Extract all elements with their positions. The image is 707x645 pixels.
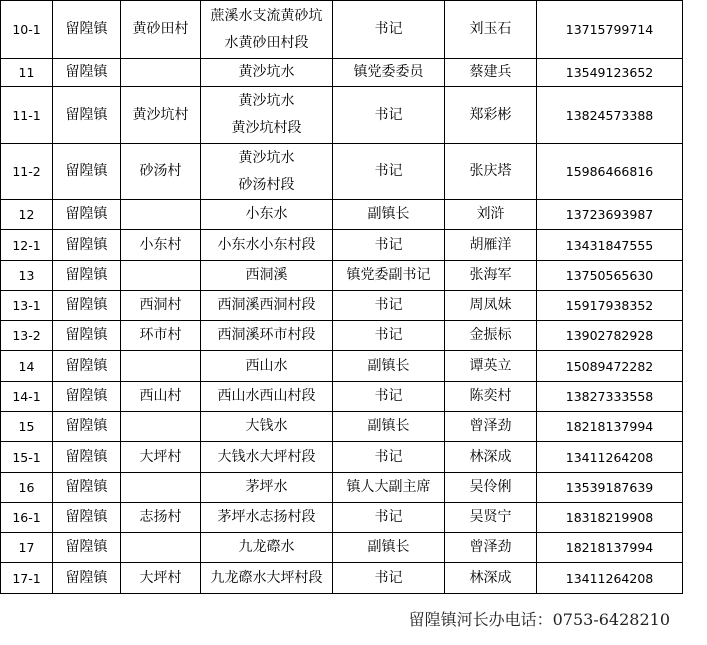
river-line: 西山水: [245, 357, 288, 374]
river-line: 黄沙坑村段: [231, 120, 302, 136]
cell-town: 留隍镇: [53, 442, 121, 473]
table-row: [1, 382, 683, 412]
table-row: [1, 87, 683, 144]
cell-position: 书记: [333, 563, 445, 594]
cell-position: 书记: [333, 144, 445, 200]
table-row: [1, 261, 683, 291]
table-row: [1, 144, 683, 200]
cell-river: [201, 533, 333, 563]
table-row: [1, 351, 683, 382]
table-row: [1, 473, 683, 503]
river-line: 九龙磜水: [238, 539, 295, 555]
cell-phone: 18218137994: [537, 533, 683, 563]
cell-town: 留隍镇: [53, 230, 121, 261]
table-row: [1, 442, 683, 473]
river-line: 茅坪水: [245, 479, 288, 495]
cell-river: [201, 87, 333, 144]
cell-position: 镇人大副主席: [333, 473, 445, 503]
cell-town: 留隍镇: [53, 59, 121, 87]
river-line: 西山水西山村段: [217, 388, 316, 404]
cell-village: [121, 351, 201, 382]
cell-river: [201, 563, 333, 594]
cell-id: 11-1: [1, 87, 53, 144]
river-line: 西洞溪: [245, 267, 288, 283]
cell-phone: 15917938352: [537, 291, 683, 321]
cell-phone: 13827333558: [537, 382, 683, 412]
cell-town: 留隍镇: [53, 382, 121, 412]
cell-village: [121, 200, 201, 230]
cell-id: 14: [1, 351, 53, 382]
cell-town: 留隍镇: [53, 473, 121, 503]
cell-phone: 15986466816: [537, 144, 683, 200]
cell-town: 留隍镇: [53, 291, 121, 321]
cell-position: 副镇长: [333, 200, 445, 230]
cell-position: 书记: [333, 321, 445, 351]
cell-river: [201, 291, 333, 321]
cell-phone: 13723693987: [537, 200, 683, 230]
cell-phone: 13902782928: [537, 321, 683, 351]
cell-id: 13-1: [1, 291, 53, 321]
river-line: 黄沙坑水: [238, 64, 295, 80]
cell-village: 大坪村: [121, 442, 201, 473]
cell-river: [201, 351, 333, 382]
cell-position: 书记: [333, 230, 445, 261]
cell-town: 留隍镇: [53, 87, 121, 144]
cell-id: 11-2: [1, 144, 53, 200]
cell-phone: 13431847555: [537, 230, 683, 261]
table-row: [1, 230, 683, 261]
cell-village: [121, 412, 201, 442]
river-line: 西洞溪西洞村段: [217, 297, 316, 313]
cell-position: 镇党委副书记: [333, 261, 445, 291]
cell-town: 留隍镇: [53, 503, 121, 533]
cell-river: [201, 412, 333, 442]
cell-position: 书记: [333, 382, 445, 412]
cell-position: 副镇长: [333, 533, 445, 563]
cell-phone: 13411264208: [537, 563, 683, 594]
cell-id: 12: [1, 200, 53, 230]
cell-phone: 13750565630: [537, 261, 683, 291]
river-line: 大钱水大坪村段: [217, 448, 316, 465]
cell-river: [201, 473, 333, 503]
cell-phone: 13824573388: [537, 87, 683, 144]
cell-position: 书记: [333, 87, 445, 144]
cell-name: 曾泽劲: [445, 533, 537, 563]
river-line: 水黄砂田村段: [224, 34, 309, 51]
cell-river: [201, 1, 333, 59]
cell-town: 留隍镇: [53, 200, 121, 230]
river-line: 黄沙坑水: [238, 149, 295, 166]
cell-river: [201, 503, 333, 533]
cell-phone: 13715799714: [537, 1, 683, 59]
cell-town: 留隍镇: [53, 563, 121, 594]
cell-village: 黄砂田村: [121, 1, 201, 59]
cell-phone: 18218137994: [537, 412, 683, 442]
cell-id: 12-1: [1, 230, 53, 261]
table-body: [1, 1, 683, 594]
table-row: [1, 563, 683, 594]
cell-river: [201, 382, 333, 412]
cell-village: [121, 473, 201, 503]
cell-name: 曾泽劲: [445, 412, 537, 442]
table-row: [1, 59, 683, 87]
table-row: [1, 1, 683, 59]
table-row: [1, 503, 683, 533]
cell-id: 15: [1, 412, 53, 442]
cell-id: 17-1: [1, 563, 53, 594]
cell-position: 副镇长: [333, 351, 445, 382]
cell-river: [201, 144, 333, 200]
cell-river: [201, 442, 333, 473]
cell-town: 留隍镇: [53, 412, 121, 442]
cell-position: 书记: [333, 1, 445, 59]
cell-name: 吴贤宁: [445, 503, 537, 533]
river-line: 大钱水: [245, 418, 288, 434]
cell-phone: 18318219908: [537, 503, 683, 533]
cell-id: 16: [1, 473, 53, 503]
cell-name: 蔡建兵: [445, 59, 537, 87]
river-line: 茅坪水志扬村段: [217, 509, 316, 525]
cell-village: 大坪村: [121, 563, 201, 594]
cell-river: [201, 200, 333, 230]
river-line: 西洞溪环市村段: [217, 327, 316, 343]
cell-village: 志扬村: [121, 503, 201, 533]
river-line: 砂汤村段: [238, 176, 295, 193]
cell-id: 17: [1, 533, 53, 563]
cell-phone: 15089472282: [537, 351, 683, 382]
cell-name: 陈奕村: [445, 382, 537, 412]
cell-id: 13-2: [1, 321, 53, 351]
cell-town: 留隍镇: [53, 1, 121, 59]
cell-village: [121, 59, 201, 87]
cell-village: 黄沙坑村: [121, 87, 201, 144]
cell-town: 留隍镇: [53, 351, 121, 382]
cell-position: 镇党委委员: [333, 59, 445, 87]
cell-name: 周凤妹: [445, 291, 537, 321]
cell-river: [201, 261, 333, 291]
river-line: 蔗溪水支流黄砂坑: [210, 7, 323, 24]
cell-town: 留隍镇: [53, 144, 121, 200]
river-line: 小东水: [245, 206, 288, 222]
cell-village: 西山村: [121, 382, 201, 412]
cell-village: 环市村: [121, 321, 201, 351]
cell-name: 吴伶俐: [445, 473, 537, 503]
cell-id: 10-1: [1, 1, 53, 59]
cell-phone: 13549123652: [537, 59, 683, 87]
cell-name: 林深成: [445, 442, 537, 473]
cell-position: 书记: [333, 442, 445, 473]
cell-name: 金振标: [445, 321, 537, 351]
cell-river: [201, 230, 333, 261]
cell-id: 13: [1, 261, 53, 291]
cell-phone: 13539187639: [537, 473, 683, 503]
cell-town: 留隍镇: [53, 533, 121, 563]
cell-name: 张庆塔: [445, 144, 537, 200]
cell-id: 15-1: [1, 442, 53, 473]
cell-village: [121, 261, 201, 291]
cell-name: 刘浒: [445, 200, 537, 230]
cell-name: 谭英立: [445, 351, 537, 382]
table-row: [1, 321, 683, 351]
table-row: [1, 200, 683, 230]
cell-id: 14-1: [1, 382, 53, 412]
cell-village: [121, 533, 201, 563]
cell-village: 西洞村: [121, 291, 201, 321]
river-line: 黄沙坑水: [238, 93, 295, 109]
footer-phone-note: 留隍镇河长办电话：0753-6428210: [408, 610, 670, 629]
cell-position: 副镇长: [333, 412, 445, 442]
cell-id: 16-1: [1, 503, 53, 533]
cell-river: [201, 59, 333, 87]
river-line: 九龙磜水大坪村段: [210, 569, 323, 586]
cell-river: [201, 321, 333, 351]
cell-phone: 13411264208: [537, 442, 683, 473]
cell-name: 胡雁洋: [445, 230, 537, 261]
cell-name: 刘玉石: [445, 1, 537, 59]
cell-position: 书记: [333, 291, 445, 321]
cell-id: 11: [1, 59, 53, 87]
cell-name: 郑彩彬: [445, 87, 537, 144]
cell-town: 留隍镇: [53, 261, 121, 291]
cell-village: 小东村: [121, 230, 201, 261]
table-row: [1, 533, 683, 563]
cell-town: 留隍镇: [53, 321, 121, 351]
cell-village: 砂汤村: [121, 144, 201, 200]
table-row: [1, 412, 683, 442]
cell-position: 书记: [333, 503, 445, 533]
cell-name: 林深成: [445, 563, 537, 594]
river-line: 小东水小东村段: [217, 236, 316, 253]
cell-name: 张海军: [445, 261, 537, 291]
table-row: [1, 291, 683, 321]
